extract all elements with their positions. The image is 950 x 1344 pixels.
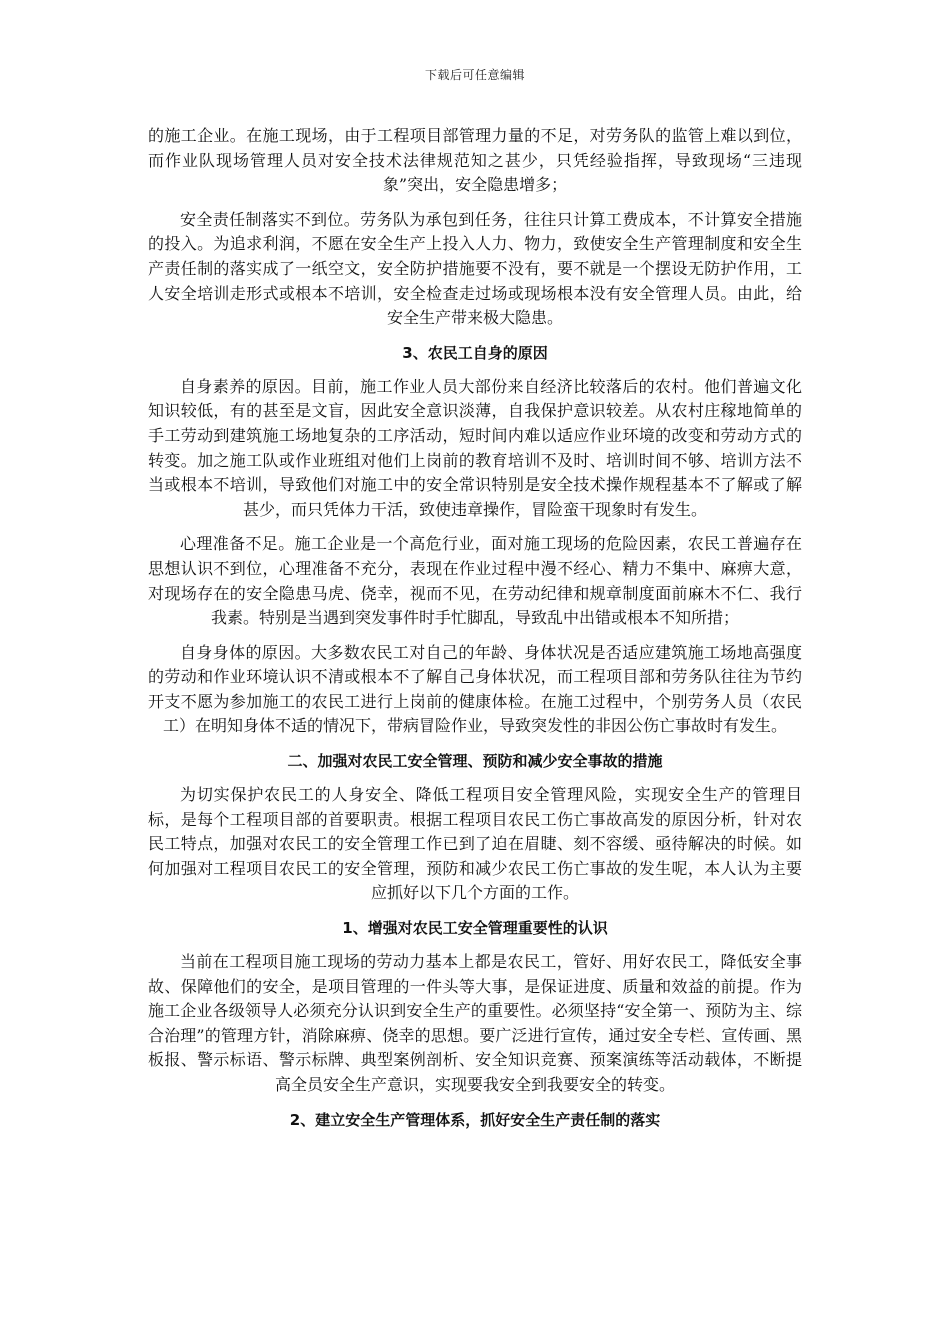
document-body (148, 124, 802, 1142)
body-paragraph: 心理准备不足。施工企业是一个高危行业，面对施工现场的危险因素，农民工普遍存在思想认识不到位，心理准备不充分，表现在作业过程中漫不经心、精力不集中、麻痹大意，对现场存在的安全隐患马虎、侥幸，视而不见，在劳动纪律和规章制度面前麻木不仁、我行我素。特别是当遇到突发事件时手忙脚乱，导致乱中出错或根本不知所措； (148, 534, 802, 628)
body-paragraph: 为切实保护农民工的人身安全、降低工程项目安全管理风险，实现安全生产的管理目标，是每个工程项目部的首要职责。根据工程项目农民工伤亡事故高发的原因分析，针对农民工特点，加强对农民工的安全管理工作已到了迫在眉睫、刻不容缓、亟待解决的时候。如何加强对工程项目农民工的安全管理，预防和减少农民工伤亡事故的发生呢，本人认为主要应抓好以下几个方面的工作。 (148, 785, 802, 903)
section-heading: 二、加强对农民工安全管理、预防和减少安全事故的措施 (287, 752, 663, 771)
page-header: 下载后可任意编辑 (424, 68, 525, 82)
body-paragraph: 自身素养的原因。目前，施工作业人员大部份来自经济比较落后的农村。他们普遍文化知识较低，有的甚至是文盲，因此安全意识淡薄，自我保护意识较差。从农村庄稼地简单的手工劳动到建筑施工场地复杂的工序活动，短时间内难以适应作业环境的改变和劳动方式的转变。加之施工队或作业班组对他们上岗前的教育培训不及时、培训时间不够、培训方法不当或根本不培训，导致他们对施工中的安全常识特别是安全技术操作规程基本不了解或了解甚少，而只凭体力干活，致使违章操作，冒险蛮干现象时有发生。 (148, 376, 802, 519)
body-paragraph: 当前在工程项目施工现场的劳动力基本上都是农民工，管好、用好农民工，降低安全事故、保障他们的安全，是项目管理的一件头等大事，是保证进度、质量和效益的前提。作为施工企业各级领导人必须充分认识到安全生产的重要性。必须坚持“安全第一、预防为主、综合治理”的管理方针，消除麻痹、侥幸的思想。要广泛进行宣传，通过安全专栏、宣传画、黑板报、警示标语、警示标牌、典型案例剖析、安全知识竞赛、预案演练等活动载体，不断提高全员安全生产意识，实现要我安全到我要安全的转变。 (148, 952, 802, 1094)
section-heading: 3、农民工自身的原因 (402, 343, 548, 362)
body-paragraph: 的施工企业。在施工现场，由于工程项目部管理力量的不足，对劳务队的监管上难以到位，而作业队现场管理人员对安全技术法律规范知之甚少，只凭经验指挥，导致现场“三违现象”突出，安全隐患增多； (148, 126, 802, 195)
section-heading: 2、建立安全生产管理体系，抓好安全生产责任制的落实 (289, 1110, 661, 1129)
body-paragraph: 安全责任制落实不到位。劳务队为承包到任务，往往只计算工费成本，不计算安全措施的投入。为追求利润，不愿在安全生产上投入人力、物力，致使安全生产管理制度和安全生产责任制的落实成了一纸空文，安全防护措施要不没有，要不就是一个摆设无防护作用，工人安全培训走形式或根本不培训，安全检查走过场或现场根本没有安全管理人员。由此，给安全生产带来极大隐患。 (148, 209, 802, 328)
section-heading: 1、增强对农民工安全管理重要性的认识 (342, 919, 608, 938)
body-paragraph: 自身身体的原因。大多数农民工对自己的年龄、身体状况是否适应建筑施工场地高强度的劳动和作业环境认识不清或根本不了解自己身体状况，而工程项目部和劳务队往往为节约开支不愿为参加施工的农民工进行上岗前的健康体检。在施工过程中，个别劳务人员（农民工）在明知身体不适的情况下，带病冒险作业，导致突发性的非因公伤亡事故时有发生。 (148, 642, 802, 736)
